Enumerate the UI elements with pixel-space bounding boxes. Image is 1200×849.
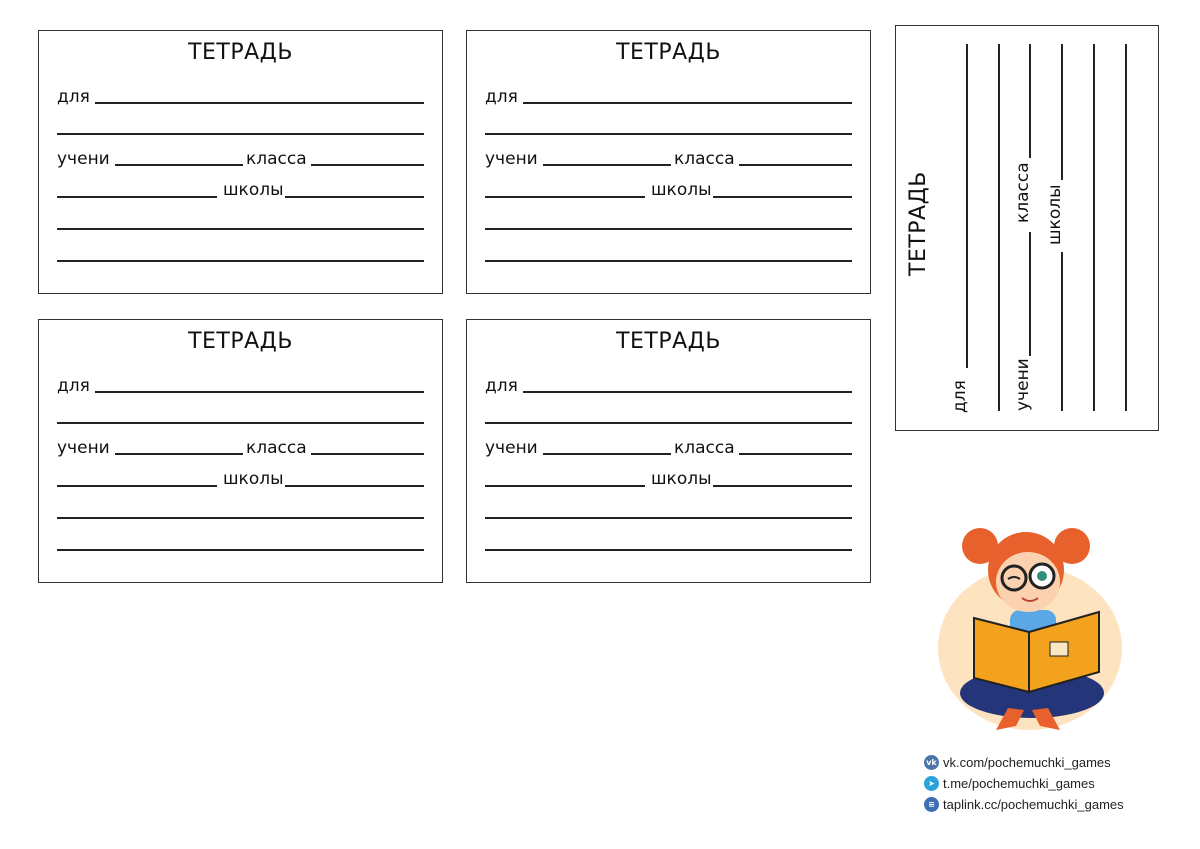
vk-icon: vk [924, 755, 939, 770]
vertical-label-title: ТЕТРАДЬ [906, 171, 931, 276]
vertical-pupil-word: учени [1013, 358, 1033, 411]
vertical-school-word: школы [1045, 184, 1065, 245]
label-title: ТЕТРАДЬ [616, 329, 721, 354]
vertical-class-line [1029, 44, 1031, 158]
class-line [311, 164, 424, 166]
for-word: для [57, 376, 90, 396]
class-line [311, 453, 424, 455]
pupil-line [115, 453, 243, 455]
school-word: школы [223, 180, 284, 200]
name-line-1 [57, 228, 424, 230]
notebook-label-3 [38, 319, 443, 583]
vertical-owner-line [966, 44, 968, 368]
school-word: школы [651, 469, 712, 489]
pupil-line [543, 164, 671, 166]
pupil-word: учени [57, 438, 110, 458]
name-line-2 [485, 549, 852, 551]
owner-line-2 [57, 133, 424, 135]
pupil-line [115, 164, 243, 166]
class-word: класса [246, 149, 307, 169]
name-line-1 [485, 517, 852, 519]
school-line [285, 196, 424, 198]
telegram-link-text: t.me/pochemuchki_games [943, 776, 1095, 791]
for-word: для [485, 87, 518, 107]
label-title: ТЕТРАДЬ [616, 40, 721, 65]
school-number-line [485, 485, 645, 487]
school-number-line [485, 196, 645, 198]
vertical-class-word: класса [1013, 162, 1033, 223]
school-line [285, 485, 424, 487]
class-word: класса [674, 438, 735, 458]
school-number-line [57, 485, 217, 487]
school-word: школы [651, 180, 712, 200]
name-line-2 [485, 260, 852, 262]
for-word: для [57, 87, 90, 107]
notebook-label-4 [466, 319, 871, 583]
owner-line-2 [485, 422, 852, 424]
class-line [739, 164, 852, 166]
school-line [713, 196, 852, 198]
mascot-illustration [930, 518, 1140, 743]
owner-line [95, 102, 424, 104]
pupil-word: учени [485, 438, 538, 458]
name-line-2 [57, 549, 424, 551]
school-number-line [57, 196, 217, 198]
vk-link-text: vk.com/pochemuchki_games [943, 755, 1111, 770]
taplink-icon: ≡ [924, 797, 939, 812]
class-line [739, 453, 852, 455]
vertical-school-line [1061, 44, 1063, 180]
owner-line-2 [485, 133, 852, 135]
vertical-notebook-label [895, 25, 1159, 431]
vertical-for-word: для [950, 380, 970, 413]
class-word: класса [246, 438, 307, 458]
taplink-link-text: taplink.cc/pochemuchki_games [943, 797, 1124, 812]
name-line-2 [57, 260, 424, 262]
vertical-pupil-line [1029, 232, 1031, 356]
class-word: класса [674, 149, 735, 169]
telegram-icon: ➤ [924, 776, 939, 791]
owner-line-2 [57, 422, 424, 424]
mascot-book-sticker [1050, 642, 1068, 656]
school-word: школы [223, 469, 284, 489]
name-line-1 [57, 517, 424, 519]
notebook-label-2 [466, 30, 871, 294]
pupil-line [543, 453, 671, 455]
vertical-school-number-line [1061, 252, 1063, 411]
notebook-label-1 [38, 30, 443, 294]
label-title: ТЕТРАДЬ [188, 40, 293, 65]
name-line-1 [485, 228, 852, 230]
vertical-owner-line-2 [998, 44, 1000, 411]
owner-line [95, 391, 424, 393]
mascot-book-left-page [974, 618, 1029, 692]
label-title: ТЕТРАДЬ [188, 329, 293, 354]
owner-line [523, 102, 852, 104]
pupil-word: учени [57, 149, 110, 169]
for-word: для [485, 376, 518, 396]
vertical-name-line-1 [1093, 44, 1095, 411]
mascot-eye [1037, 571, 1047, 581]
vertical-name-line-2 [1125, 44, 1127, 411]
school-line [713, 485, 852, 487]
owner-line [523, 391, 852, 393]
pupil-word: учени [485, 149, 538, 169]
